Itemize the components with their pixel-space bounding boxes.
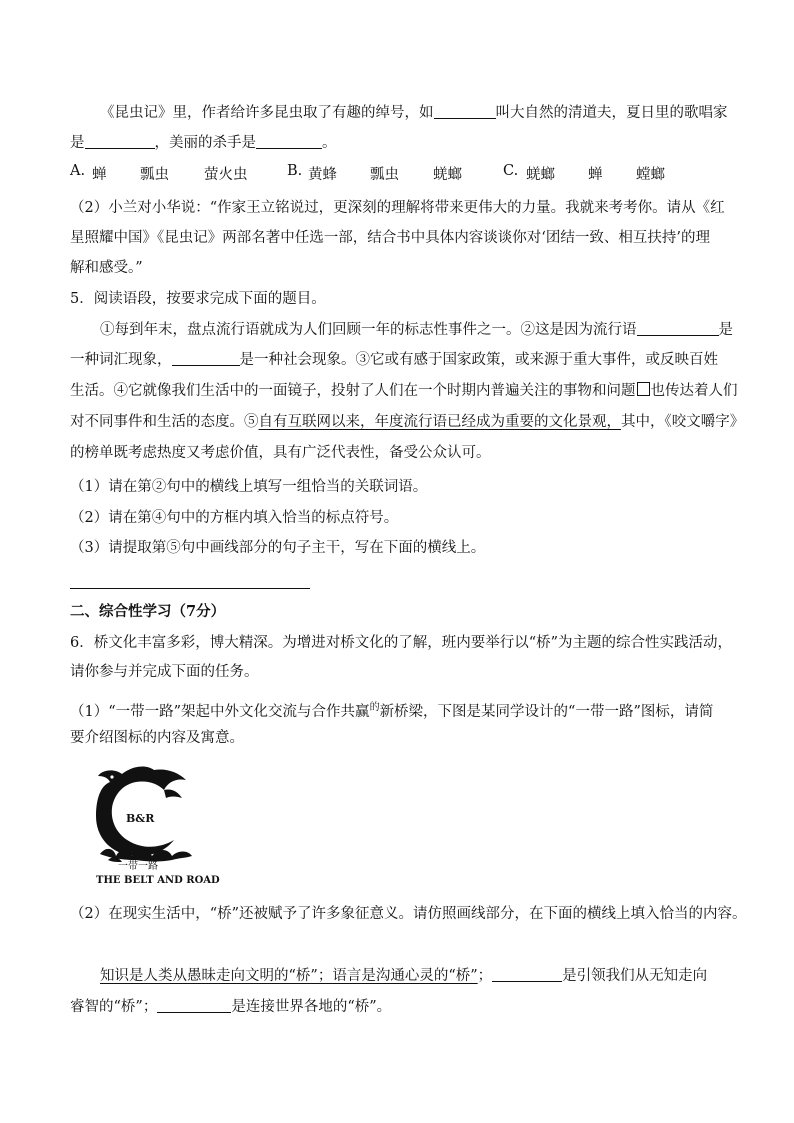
text: 其中，《咬文嚼字》 (621, 414, 745, 430)
q5-para-line4 (70, 412, 744, 432)
answer-blank[interactable] (637, 320, 719, 336)
logo-letters: B&R (126, 812, 155, 825)
text: 新桥梁，下图是某同学设计的“一带一路”图标，请简 (379, 704, 714, 720)
q5-sub3: （3）请提取第⑤句中画线部分的句子主干，写在下面的横线上。 (70, 540, 486, 556)
answer-blank[interactable] (256, 133, 322, 149)
q5-para-line5: 的榜单既考虑热度又考虑价值，具有广泛代表性，备受公众认可。 (70, 445, 491, 461)
q4-1-line2 (70, 133, 337, 153)
option-c-item: 蜣螂 (526, 167, 555, 183)
answer-blank[interactable] (434, 103, 496, 119)
q5-title: 5．阅读语段，按要求完成下面的题目。 (70, 291, 326, 307)
text: 是连接世界各地的“桥”。 (231, 999, 392, 1015)
answer-blank[interactable] (157, 997, 231, 1013)
text: 一种词汇现象， (70, 352, 172, 368)
answer-blank[interactable] (492, 966, 562, 982)
option-c-item: 蝉 (588, 167, 603, 183)
text: 叫大自然的清道夫，夏日里的歌唱家 (495, 105, 728, 121)
option-c-label[interactable]: C. (503, 163, 519, 179)
option-a-item: 蝉 (92, 167, 107, 183)
text: 是 (718, 322, 733, 338)
logo-en-text: THE BELT AND ROAD (96, 875, 220, 886)
text: 。 (322, 135, 337, 151)
q6-example-line2 (70, 997, 391, 1017)
q6-line2: 请你参与并完成下面的任务。 (70, 664, 259, 680)
option-a-label[interactable]: A. (70, 163, 86, 179)
q5-para-line2 (70, 350, 718, 370)
option-b-item: 蜣螂 (433, 167, 462, 183)
option-a-item: 萤火虫 (204, 167, 248, 183)
text: ①每到年末，盘点流行语就成为人们回顾一年的标志性事件之一。②这是因为流行语 (100, 322, 637, 338)
q6-sub2: （2）在现实生活中，“桥”还被赋予了许多象征意义。请仿照画线部分，在下面的横线上填入恰当的内容。 (70, 906, 747, 922)
text: ； (477, 968, 493, 984)
text: 的 (369, 702, 380, 713)
q4-2-line3: 解和感受。” (70, 260, 143, 276)
text: （1）“一带一路”架起中外文化交流与合作共赢 (70, 704, 370, 720)
q5-sub1: （1）请在第②句中的横线上填写一组恰当的关联词语。 (70, 479, 428, 495)
answer-line[interactable] (70, 588, 310, 589)
q6-sub1-line1 (70, 698, 713, 722)
section-heading: 二、综合性学习（7分） (70, 603, 226, 620)
q5-sub2: （2）请在第④句中的方框内填入恰当的标点符号。 (70, 510, 399, 526)
q4-1-line1 (100, 103, 728, 123)
q4-2-line1: （2）小兰对小华说：“作家王立铭说过，更深刻的理解将带来更伟大的力量。我就来考考你。请从《红 (70, 200, 725, 216)
text: 也传达着人们 (650, 383, 738, 399)
option-a-item: 瓢虫 (140, 167, 169, 183)
text: ，美丽的杀手是 (154, 135, 256, 151)
q6-sub1-line2: 要介绍图标的内容及寓意。 (70, 730, 244, 746)
option-c-item: 螳螂 (636, 167, 665, 183)
punctuation-box[interactable] (637, 382, 650, 396)
text: 睿智的“桥”； (70, 999, 158, 1015)
text: 生活。④它就像我们生活中的一面镜子，投射了人们在一个时期内普遍关注的事物和问题 (70, 383, 636, 399)
text: 对不同事件和生活的态度。⑤ (70, 414, 259, 430)
option-b-item: 黄蜂 (308, 167, 337, 183)
text: 《昆虫记》里，作者给许多昆虫取了有趣的绰号，如 (100, 105, 434, 121)
belt-road-logo-graphic (92, 760, 212, 870)
q6-example-line1 (100, 966, 707, 986)
q5-para-line1 (100, 320, 733, 340)
logo-cn-text: 一带一路 (118, 861, 158, 872)
q4-2-line2: 星照耀中国》《昆虫记》两部名著中任选一部，结合书中具体内容谈谈你对‘团结一致、相互扶持’的理 (70, 230, 710, 246)
q5-para-line3 (70, 381, 738, 401)
underlined-example: 知识是人类从愚昧走向文明的“桥”；语言是沟通心灵的“桥” (100, 968, 478, 984)
text: 是 (70, 135, 85, 151)
answer-blank[interactable] (172, 350, 240, 366)
underlined-sentence: 自有互联网以来，年度流行语已经成为重要的文化景观， (258, 414, 621, 430)
text: 是引领我们从无知走向 (562, 968, 708, 984)
text: 是一种社会现象。③它或有感于国家政策，或来源于重大事件，或反映百姓 (239, 352, 718, 368)
q6-line1: 6．桥文化丰富多彩，博大精深。为增进对桥文化的了解，班内要举行以“桥”为主题的综合性实践活动， (70, 635, 733, 651)
belt-road-logo (92, 760, 220, 890)
answer-blank[interactable] (85, 133, 155, 149)
option-b-item: 瓢虫 (370, 167, 399, 183)
option-b-label[interactable]: B. (287, 163, 303, 179)
